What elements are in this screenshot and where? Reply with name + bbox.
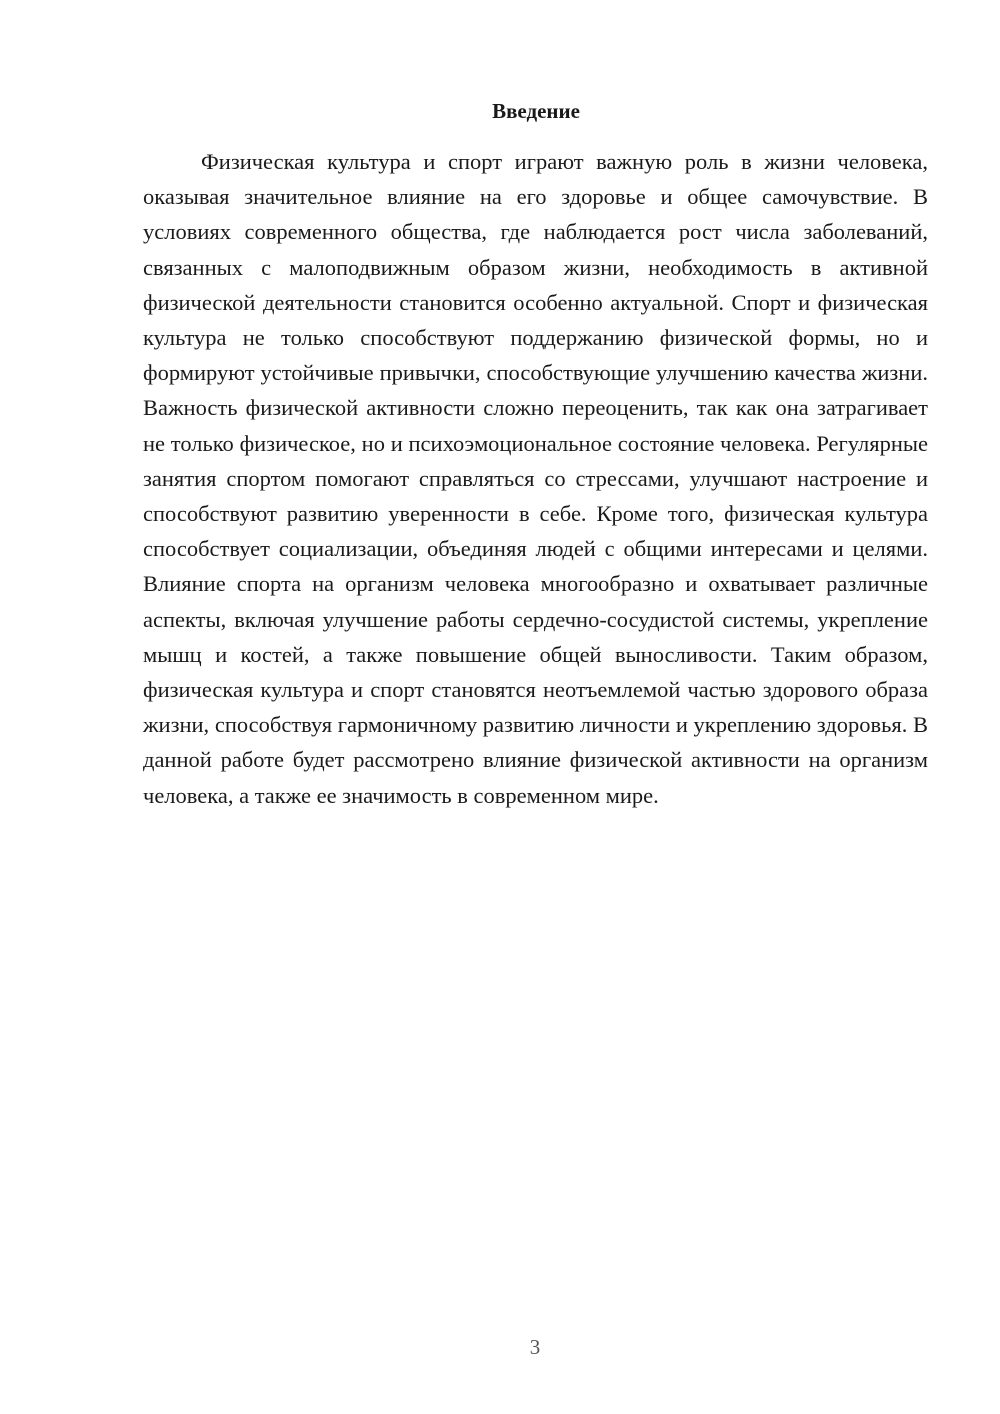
page-number: 3 [529, 1335, 541, 1359]
body-paragraph: Физическая культура и спорт играют важную роль в жизни человека, оказывая значительное влияние на его здоровье и общее самочувствие. В условиях современного общества, где наблюдается рост числа заболеваний, связанных с малоподвижным образом жизни, необходимость в активной физической деятельности становится особенно актуальной. Спорт и физическая культура не только способствуют поддержанию физической формы, но и формируют устойчивые привычки, способствующие улучшению качества жизни. Важность физической активности сложно переоценить, так как она затрагивает не только физическое, но и психоэмоциональное состояние человека. Регулярные занятия спортом помогают справляться со стрессами, улучшают настроение и способствуют развитию уверенности в себе. Кроме того, физическая культура способствует социализации, объединяя людей с общими интересами и целями. Влияние спорта на организм человека многообразно и охватывает различные аспекты, включая улучшение работы сердечно-сосудистой системы, укрепление мышц и костей, а также повышение общей выносливости. Таким образом, физическая культура и спорт становятся неотъемлемой частью здорового образа жизни, способствуя гармоничному развитию личности и укреплению здоровья. В данной работе будет рассмотрено влияние физической активности на организм человека, а также ее значимость в современном мире. [143, 149, 928, 808]
section-heading: Введение [492, 99, 580, 123]
